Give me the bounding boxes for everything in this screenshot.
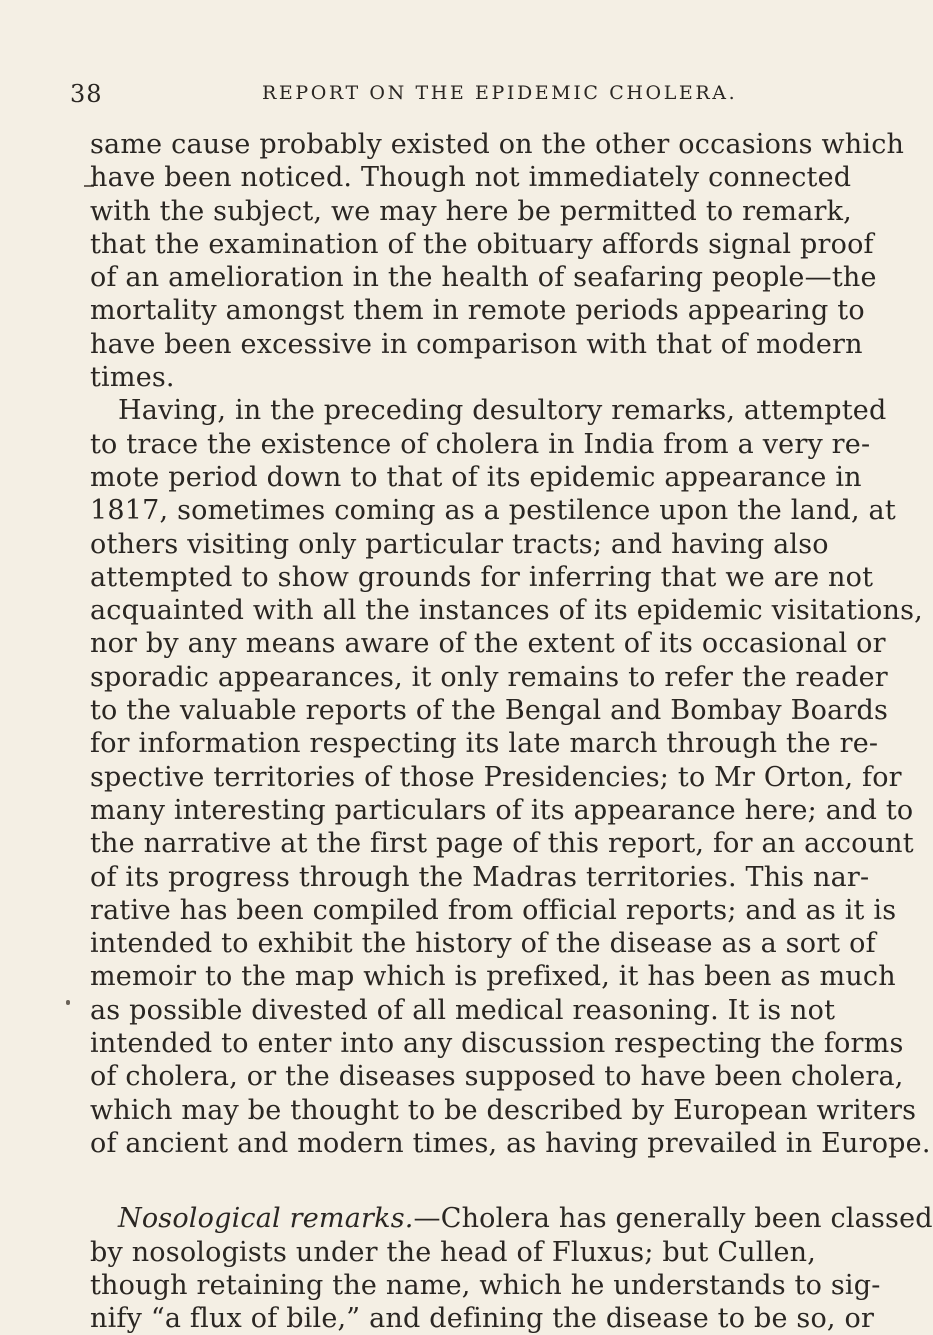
body-text: [90, 128, 933, 1335]
text-line: same cause probably existed on the other occasions which: [90, 129, 905, 160]
paragraph-gap: [90, 1160, 740, 1202]
text-line: 1817, sometimes coming as a pestilence upon the land, at: [90, 495, 896, 527]
text-line: with the subject, we may here be permitted to remark,: [90, 195, 852, 227]
margin-speck: [66, 1000, 70, 1005]
text-line: sporadic appearances, it only remains to refer the reader: [90, 661, 888, 693]
text-line: spective territories of those Presidencies; to Mr Orton, for: [90, 761, 902, 793]
text-line: by nosologists under the head of Fluxus; but Cullen,: [90, 1236, 817, 1268]
text-line: nify “a flux of bile,” and defining the disease to be so, or: [90, 1303, 875, 1335]
running-head: REPORT ON THE EPIDEMIC CHOLERA.: [262, 82, 738, 104]
text-line: to the valuable reports of the Bengal and Bombay Boards: [90, 695, 889, 727]
text-line: Having, in the preceding desultory remarks, attempted: [118, 395, 887, 427]
text-line: acquainted with all the instances of its epidemic visitations,: [90, 595, 923, 627]
text-line: for information respecting its late march through the re-: [90, 728, 879, 760]
text-line: of cholera, or the diseases supposed to have been cholera,: [90, 1061, 904, 1093]
paragraph-2: [90, 394, 931, 1160]
text-line: others visiting only particular tracts; and having also: [90, 528, 829, 560]
page-header: [62, 80, 740, 110]
text-line: the narrative at the first page of this report, for an account: [90, 828, 914, 860]
paragraph-3: [90, 1202, 933, 1335]
page-number: 38: [70, 80, 103, 108]
text-run: —Cholera has generally been classed: [413, 1203, 933, 1235]
text-line: intended to exhibit the history of the disease as a sort of: [90, 928, 876, 960]
text-line: times.: [90, 362, 175, 394]
text-line: though retaining the name, which he understands to sig-: [90, 1269, 881, 1301]
text-line: of an amelioration in the health of seafaring people—the: [90, 262, 877, 294]
paragraph-1: [90, 128, 905, 394]
text-line: intended to enter into any discussion respecting the forms: [90, 1028, 904, 1060]
text-line: mortality amongst them in remote periods appearing to: [90, 295, 865, 327]
text-line: of its progress through the Madras territories. This nar-: [90, 861, 870, 893]
text-line: rative has been compiled from official reports; and as it is: [90, 894, 897, 926]
text-line: have been excessive in comparison with that of modern: [90, 328, 863, 360]
text-line: which may be thought to be described by European writers: [90, 1094, 917, 1126]
section-heading: Nosological remarks.: [118, 1203, 414, 1235]
text-line: of ancient and modern times, as having prevailed in Europe.: [90, 1127, 931, 1159]
text-line: nor by any means aware of the extent of its occasional or: [90, 628, 886, 660]
text-line: memoir to the map which is prefixed, it has been as much: [90, 961, 896, 993]
text-line: have been noticed. Though not immediately connected: [90, 162, 852, 194]
text-line: attempted to show grounds for inferring that we are not: [90, 561, 874, 593]
text-line: many interesting particulars of its appearance here; and to: [90, 794, 914, 826]
text-line: mote period down to that of its epidemic appearance in: [90, 461, 862, 493]
text-line: as possible divested of all medical reasoning. It is not: [90, 994, 836, 1026]
text-line: that the examination of the obituary affords signal proof: [90, 228, 874, 260]
text-line: [90, 1202, 933, 1235]
text-line: to trace the existence of cholera in India from a very re-: [90, 428, 871, 460]
